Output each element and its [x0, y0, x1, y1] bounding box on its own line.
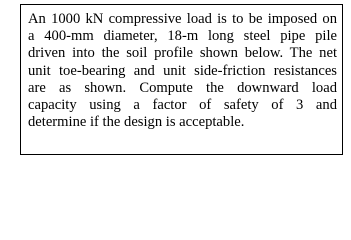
- problem-statement-text: [28, 11, 337, 131]
- problem-statement-box: [20, 4, 343, 155]
- problem-line-4: unit toe-bearing and unit side-friction resistances: [28, 62, 337, 79]
- problem-line-3: driven into the soil profile shown below. The net: [28, 45, 337, 62]
- problem-line-6: capacity using a factor of safety of 3 and: [28, 97, 337, 114]
- problem-line-2: a 400-mm diameter, 18-m long steel pipe pile: [28, 28, 337, 45]
- problem-line-5: are as shown. Compute the downward load: [28, 79, 337, 96]
- problem-line-1: An 1000 kN compressive load is to be imposed on: [28, 11, 337, 27]
- problem-line-7: determine if the design is acceptable.: [28, 114, 245, 131]
